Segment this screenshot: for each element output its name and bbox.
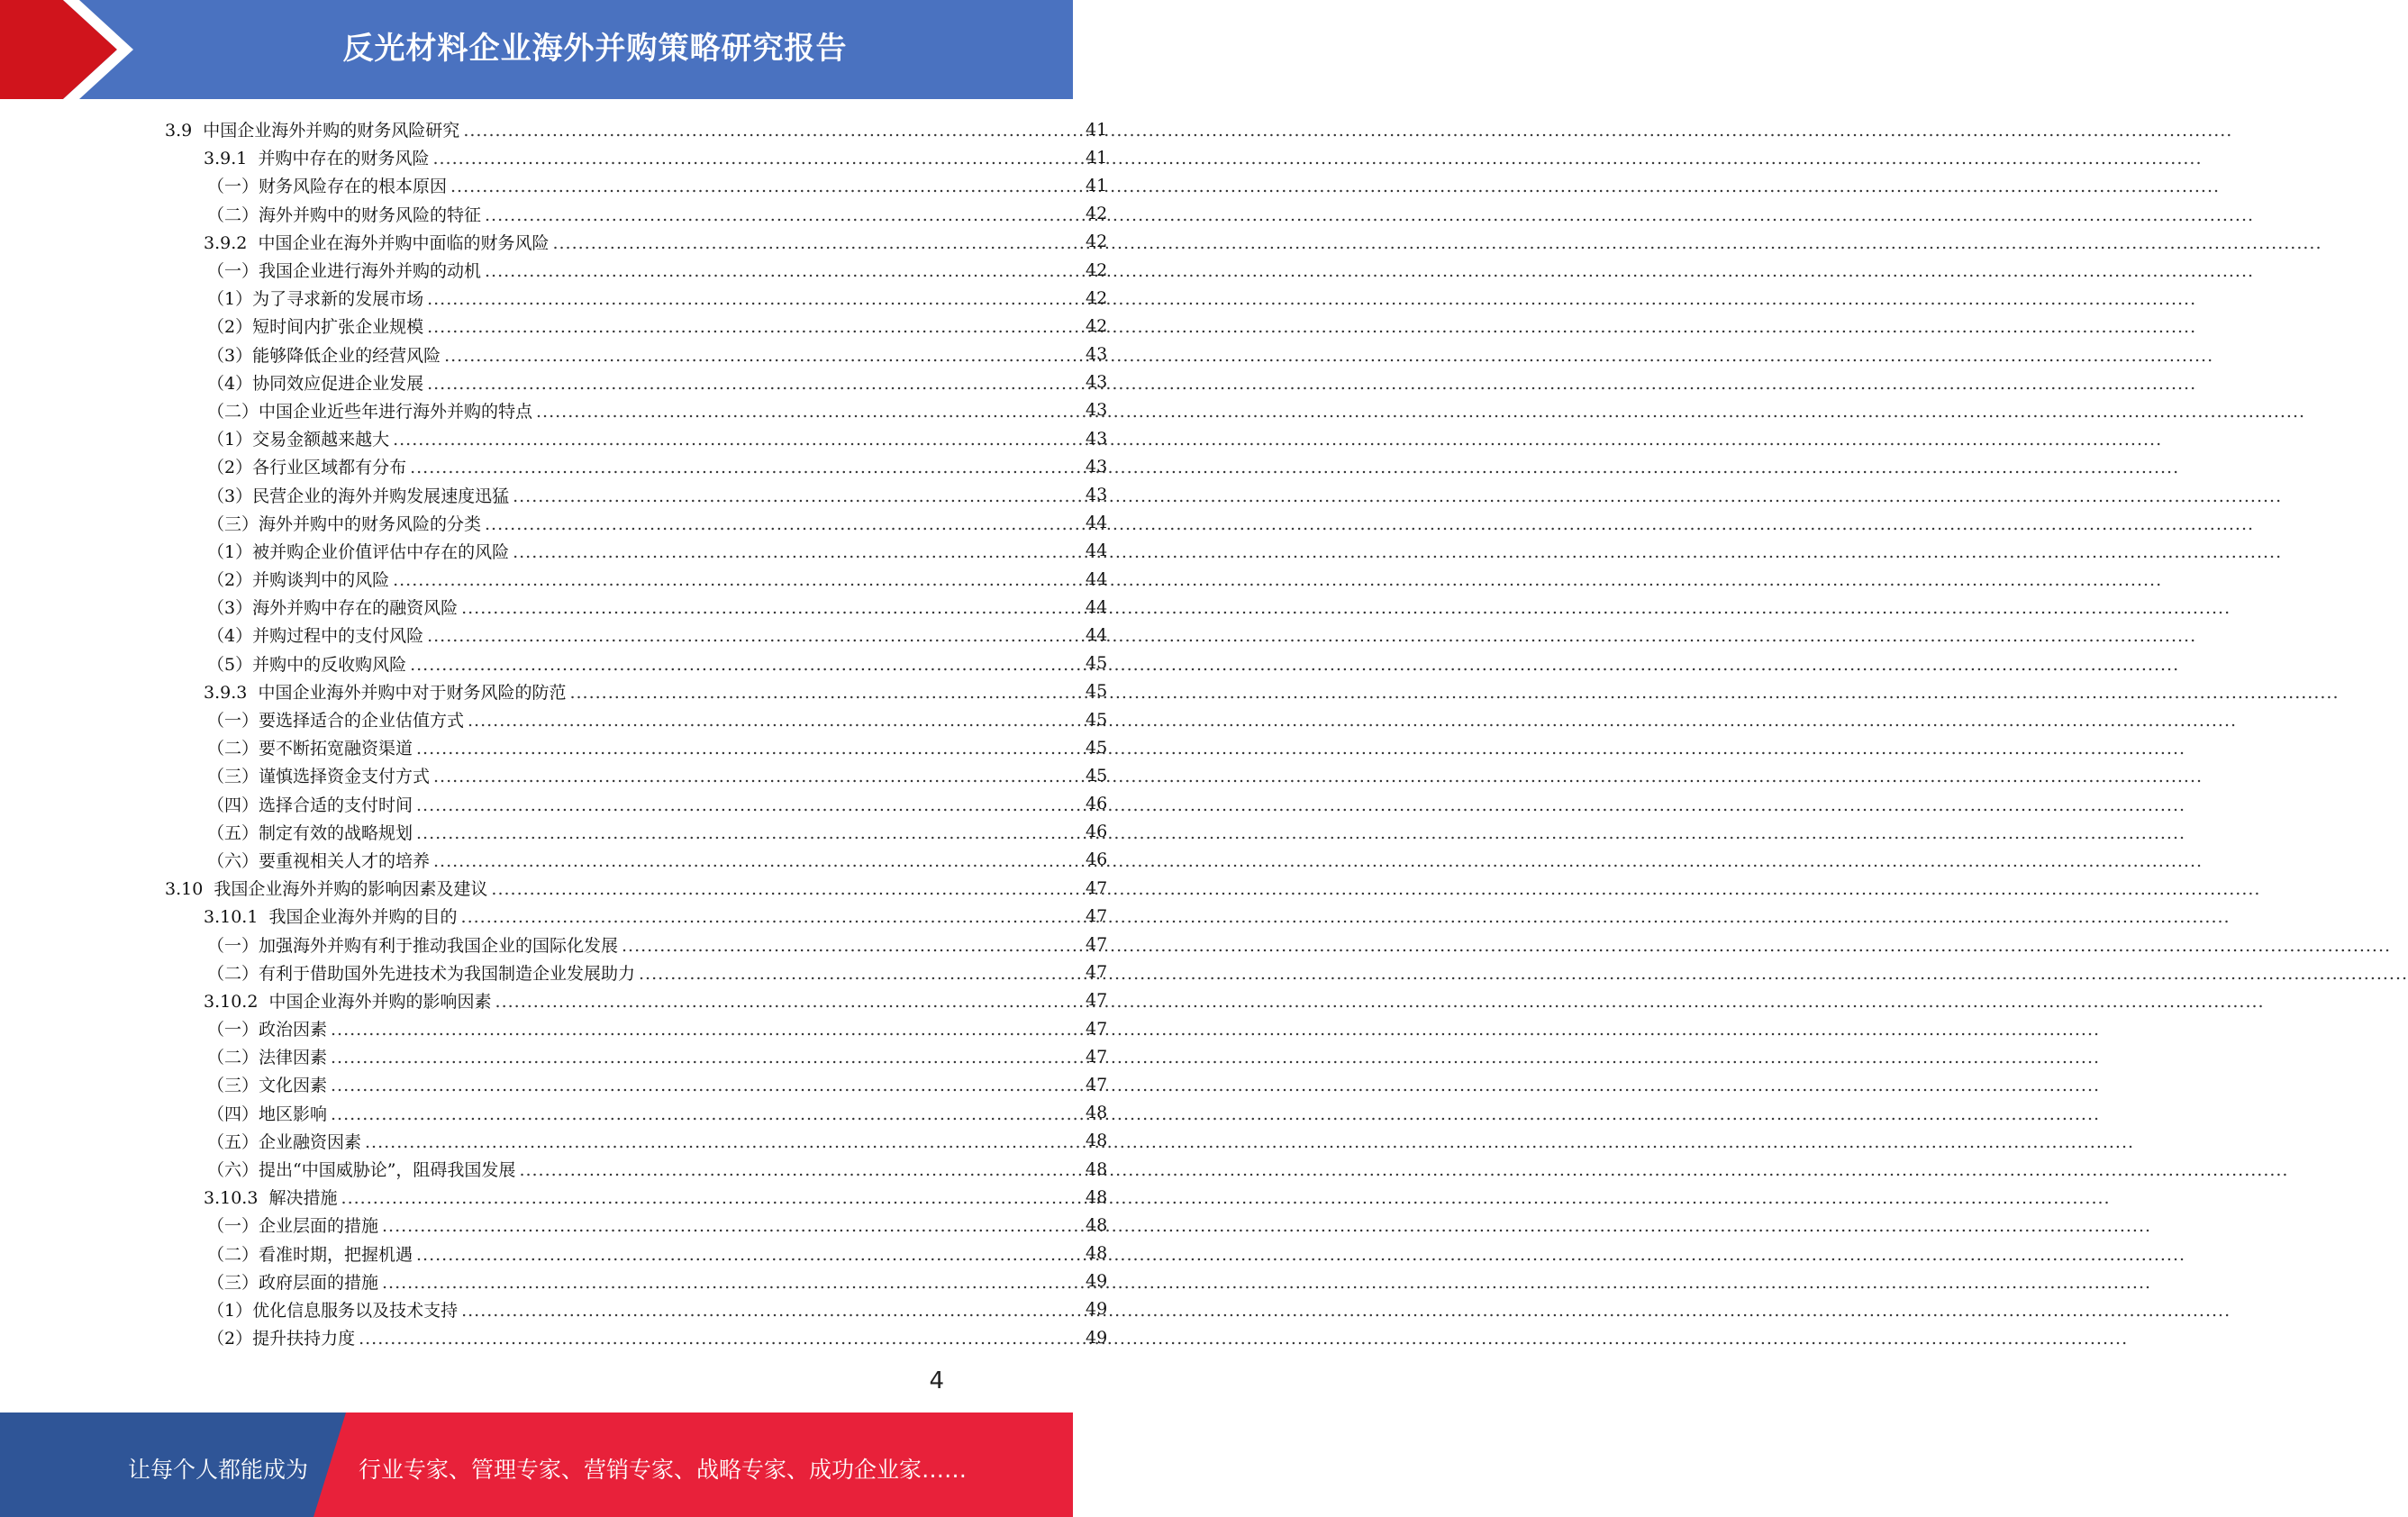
toc-page-number: 48 <box>1086 1103 1108 1123</box>
toc-entry-text <box>165 117 1086 141</box>
toc-entry-title: 解决措施 <box>268 1188 338 1209</box>
toc-entry-text <box>207 820 1086 844</box>
toc-dot-leader <box>552 233 2322 253</box>
toc-dot-leader <box>416 795 2185 815</box>
toc-entry[interactable] <box>0 1267 1107 1295</box>
toc-entry[interactable] <box>0 171 1107 199</box>
toc-entry-text <box>207 342 1086 367</box>
toc-entry-text <box>207 1269 1086 1294</box>
toc-entry[interactable] <box>0 649 1107 677</box>
toc-entry-title: （1）优化信息服务以及技术支持 <box>207 1300 459 1321</box>
toc-entry[interactable] <box>0 256 1107 284</box>
toc-entry-title: （二）海外并购中的财务风险的特征 <box>207 204 482 225</box>
toc-entry-title: （四）选择合适的支付时间 <box>207 795 413 815</box>
toc-section-number: 3.9 <box>165 121 204 141</box>
toc-entry-title: （2）各行业区域都有分布 <box>207 458 407 478</box>
toc-entry-title: （一）财务风险存在的根本原因 <box>207 177 448 197</box>
toc-page-number: 41 <box>1086 175 1108 195</box>
toc-page-number: 45 <box>1086 681 1108 702</box>
toc-page-number: 49 <box>1086 1327 1108 1348</box>
toc-entry-title: （六）提出“中国威胁论”，阻碍我国发展 <box>207 1160 516 1181</box>
toc-page-number: 44 <box>1086 624 1108 645</box>
toc-page-number: 47 <box>1086 990 1108 1011</box>
toc-entry-text <box>207 1129 1086 1153</box>
page-number: 4 <box>929 1367 944 1394</box>
toc-dot-leader <box>468 711 2237 731</box>
toc-page-number: 44 <box>1086 513 1108 533</box>
toc-entry-title: （三）文化因素 <box>207 1076 328 1096</box>
toc-entry[interactable] <box>0 480 1107 508</box>
toc-page-number: 42 <box>1086 232 1108 252</box>
toc-dot-leader <box>427 374 2196 394</box>
toc-entry-title: （二）看准时期，把握机遇 <box>207 1244 413 1265</box>
toc-entry-title: （1）为了寻求新的发展市场 <box>207 289 424 310</box>
toc-entry[interactable] <box>0 312 1107 340</box>
toc-entry-text <box>207 932 1086 957</box>
toc-entry[interactable] <box>0 1323 1107 1351</box>
toc-page-number: 42 <box>1086 287 1108 308</box>
toc-entry[interactable] <box>0 1183 1107 1211</box>
toc-dot-leader <box>485 514 2254 534</box>
toc-entry-title: （五）企业融资因素 <box>207 1131 362 1152</box>
toc-page-number: 43 <box>1086 344 1108 365</box>
toc-entry-text <box>204 904 1086 928</box>
toc-entry-title: （3）能够降低企业的经营风险 <box>207 345 441 366</box>
toc-page-number: 42 <box>1086 259 1108 280</box>
toc-page-number: 45 <box>1086 765 1108 786</box>
toc-entry[interactable] <box>0 677 1107 705</box>
toc-page-number: 48 <box>1086 1158 1108 1179</box>
toc-entry[interactable] <box>0 761 1107 789</box>
toc-dot-leader <box>427 626 2196 646</box>
toc-dot-leader <box>495 992 2265 1012</box>
toc-section-number: 3.9.1 <box>204 149 259 169</box>
toc-entry-title: （3）民营企业的海外并购发展速度迅猛 <box>207 486 510 506</box>
toc-page-number: 47 <box>1086 934 1108 955</box>
toc-entry-title: （一）我国企业进行海外并购的动机 <box>207 261 482 282</box>
toc-dot-leader <box>331 1020 2100 1040</box>
toc-entry[interactable] <box>0 1240 1107 1267</box>
toc-page-number: 47 <box>1086 1046 1108 1067</box>
toc-page-number: 46 <box>1086 822 1108 842</box>
toc-entry-text <box>204 679 1086 704</box>
toc-entry-text <box>207 1101 1086 1125</box>
toc-entry[interactable] <box>0 537 1107 565</box>
toc-entry[interactable] <box>0 1042 1107 1070</box>
toc-entry[interactable] <box>0 509 1107 537</box>
toc-entry-text <box>207 426 1086 450</box>
toc-dot-leader <box>427 289 2196 309</box>
toc-dot-leader <box>433 767 2203 786</box>
toc-dot-leader <box>416 739 2185 758</box>
toc-entry[interactable] <box>0 341 1107 368</box>
toc-entry-title: （4）并购过程中的支付风险 <box>207 626 424 647</box>
toc-entry[interactable] <box>0 986 1107 1014</box>
toc-dot-leader <box>410 655 2179 675</box>
toc-page-number: 43 <box>1086 372 1108 393</box>
toc-entry-text <box>207 202 1086 226</box>
toc-page-number: 41 <box>1086 147 1108 168</box>
toc-entry-title: 并购中存在的财务风险 <box>258 149 430 169</box>
toc-page-number: 44 <box>1086 596 1108 617</box>
toc-dot-leader <box>359 1329 2128 1349</box>
toc-entry-text <box>207 398 1086 422</box>
toc-dot-leader <box>393 430 2162 450</box>
toc-dot-leader <box>393 570 2162 590</box>
toc-entry-title: （2）提升扶持力度 <box>207 1329 356 1349</box>
toc-entry-title: （六）要重视相关人才的培养 <box>207 850 431 871</box>
toc-entry-text <box>207 539 1086 563</box>
toc-entry-title: （四）地区影响 <box>207 1104 328 1124</box>
toc-entry[interactable] <box>0 143 1107 171</box>
toc-entry-text <box>207 792 1086 816</box>
toc-entry-text <box>207 1157 1086 1181</box>
toc-entry[interactable] <box>0 874 1107 902</box>
toc-entry-title: （一）政治因素 <box>207 1020 328 1040</box>
toc-entry-text <box>207 173 1086 197</box>
toc-dot-leader <box>485 205 2254 225</box>
toc-dot-leader <box>513 486 2282 506</box>
toc-page-number: 41 <box>1086 119 1108 140</box>
toc-entry-title: （三）海外并购中的财务风险的分类 <box>207 513 482 534</box>
toc-entry[interactable] <box>0 284 1107 312</box>
toc-entry-text <box>207 483 1086 507</box>
toc-entry-title: （3）海外并购中存在的融资风险 <box>207 598 459 619</box>
toc-entry-text <box>204 988 1086 1013</box>
toc-dot-leader <box>433 851 2203 871</box>
toc-entry[interactable] <box>0 115 1107 143</box>
toc-entry-title: （一）加强海外并购有利于推动我国企业的国际化发展 <box>207 935 619 956</box>
toc-page-number: 42 <box>1086 204 1108 224</box>
toc-entry[interactable] <box>0 593 1107 621</box>
toc-dot-leader <box>461 598 2231 618</box>
toc-dot-leader <box>536 402 2305 422</box>
toc-dot-leader <box>432 149 2202 168</box>
toc-entry[interactable] <box>0 1211 1107 1239</box>
toc-page-number: 47 <box>1086 1074 1108 1095</box>
toc-section-number: 3.10.1 <box>204 907 269 928</box>
page-footer <box>0 1413 1073 1517</box>
toc-entry[interactable] <box>0 846 1107 874</box>
toc-page-number: 44 <box>1086 540 1108 561</box>
toc-entry-text <box>204 230 1086 254</box>
toc-entry[interactable] <box>0 790 1107 818</box>
toc-dot-leader <box>450 177 2220 196</box>
toc-entry-text <box>207 286 1086 310</box>
toc-dot-leader <box>382 1216 2151 1236</box>
toc-page-number: 47 <box>1086 962 1108 983</box>
toc-entry-text <box>207 651 1086 676</box>
toc-entry-text <box>207 567 1086 591</box>
toc-entry[interactable] <box>0 565 1107 593</box>
toc-entry-title: （三）谨慎选择资金支付方式 <box>207 767 431 787</box>
toc-entry-title: （二）有利于借助国外先进技术为我国制造企业发展助力 <box>207 963 636 984</box>
toc-entry[interactable] <box>0 733 1107 761</box>
toc-dot-leader <box>569 683 2339 703</box>
toc-dot-leader <box>463 121 2232 141</box>
toc-entry-text <box>207 1325 1086 1349</box>
toc-dot-leader <box>485 261 2254 281</box>
toc-entry[interactable] <box>0 1099 1107 1127</box>
toc-page-number: 43 <box>1086 400 1108 421</box>
toc-section-number: 3.9.2 <box>204 232 259 253</box>
toc-section-number: 3.10.2 <box>204 991 269 1012</box>
toc-dot-leader <box>461 907 2231 927</box>
toc-entry-title: （2）短时间内扩张企业规模 <box>207 317 424 338</box>
toc-entry-title: （五）制定有效的战略规划 <box>207 822 413 843</box>
toc-page-number: 46 <box>1086 849 1108 870</box>
toc-dot-leader <box>513 542 2282 562</box>
toc-entry-title: （2）并购谈判中的风险 <box>207 570 390 591</box>
toc-entry-text <box>207 595 1086 619</box>
toc-entry-title: （三）政府层面的措施 <box>207 1272 379 1293</box>
toc-entry-text <box>207 258 1086 282</box>
toc-section-number: 3.9.3 <box>204 682 259 703</box>
toc-entry[interactable] <box>0 958 1107 986</box>
toc-page-number: 43 <box>1086 485 1108 505</box>
report-title: 反光材料企业海外并购策略研究报告 <box>342 31 848 67</box>
toc-entry-text <box>207 1297 1086 1322</box>
toc-dot-leader <box>519 1160 2288 1180</box>
toc-dot-leader <box>331 1104 2100 1124</box>
table-of-contents <box>0 115 1108 1351</box>
toc-entry[interactable] <box>0 368 1107 396</box>
toc-entry-text <box>207 848 1086 872</box>
toc-entry[interactable] <box>0 621 1107 649</box>
header-arrow-graphic <box>0 0 144 99</box>
toc-entry-text <box>207 370 1086 395</box>
toc-page-number: 48 <box>1086 1186 1108 1207</box>
toc-dot-leader <box>461 1301 2231 1321</box>
toc-entry[interactable] <box>0 818 1107 846</box>
toc-entry-text <box>207 511 1086 535</box>
page-header <box>0 0 1073 99</box>
toc-entry-title: 我国企业海外并购的影响因素及建议 <box>214 879 488 900</box>
toc-entry-text <box>207 313 1086 338</box>
toc-dot-leader <box>331 1076 2100 1095</box>
toc-entry-title: 中国企业海外并购中对于财务风险的防范 <box>258 682 567 703</box>
toc-entry[interactable] <box>0 1014 1107 1042</box>
toc-entry-text <box>207 1072 1086 1096</box>
toc-page-number: 43 <box>1086 428 1108 449</box>
toc-entry-text <box>207 1213 1086 1237</box>
toc-entry-text <box>165 876 1086 900</box>
toc-entry-title: 中国企业海外并购的影响因素 <box>268 991 492 1012</box>
toc-entry-text <box>207 1016 1086 1040</box>
toc-entry[interactable] <box>0 452 1107 480</box>
toc-entry-text <box>207 960 1086 985</box>
toc-entry-text <box>207 622 1086 647</box>
toc-entry-text <box>204 1185 1086 1209</box>
toc-entry-title: （1）被并购企业价值评估中存在的风险 <box>207 541 510 562</box>
toc-entry-text <box>207 763 1086 787</box>
toc-entry-title: （二）法律因素 <box>207 1048 328 1068</box>
toc-entry-text <box>207 454 1086 478</box>
toc-entry-text <box>204 145 1086 169</box>
toc-entry-title: （1）交易金额越来越大 <box>207 430 390 450</box>
toc-page-number: 44 <box>1086 568 1108 589</box>
toc-page-number: 45 <box>1086 653 1108 674</box>
toc-section-number: 3.10.3 <box>204 1188 269 1209</box>
toc-entry[interactable] <box>0 396 1107 424</box>
toc-page-number: 47 <box>1086 905 1108 926</box>
toc-page-number: 43 <box>1086 456 1108 477</box>
toc-entry[interactable] <box>0 930 1107 958</box>
toc-entry[interactable] <box>0 200 1107 228</box>
toc-entry-title: 我国企业海外并购的目的 <box>268 907 458 928</box>
toc-dot-leader <box>427 317 2196 337</box>
toc-entry[interactable] <box>0 424 1107 452</box>
toc-entry-text <box>207 707 1086 731</box>
toc-dot-leader <box>639 964 2408 984</box>
toc-page-number: 42 <box>1086 315 1108 336</box>
toc-page-number: 46 <box>1086 794 1108 814</box>
toc-entry[interactable] <box>0 902 1107 930</box>
toc-entry-text <box>207 1044 1086 1068</box>
toc-page-number: 49 <box>1086 1271 1108 1292</box>
toc-entry-title: （二）中国企业近些年进行海外并购的特点 <box>207 401 533 422</box>
toc-dot-leader <box>491 879 2260 899</box>
toc-entry[interactable] <box>0 1070 1107 1098</box>
footer-slogan-right: 行业专家、管理专家、营销专家、战略专家、成功企业家…… <box>359 1457 968 1483</box>
toc-entry-title: （一）要选择适合的企业估值方式 <box>207 711 465 731</box>
toc-dot-leader <box>341 1188 2111 1208</box>
toc-dot-leader <box>416 1245 2185 1265</box>
toc-entry[interactable] <box>0 705 1107 733</box>
toc-entry-text <box>207 1241 1086 1266</box>
toc-page-number: 48 <box>1086 1243 1108 1264</box>
toc-dot-leader <box>331 1048 2100 1067</box>
toc-dot-leader <box>365 1132 2134 1152</box>
toc-entry-title: （二）要不断拓宽融资渠道 <box>207 739 413 759</box>
toc-entry[interactable] <box>0 228 1107 256</box>
toc-page-number: 45 <box>1086 737 1108 758</box>
toc-entry-title: （5）并购中的反收购风险 <box>207 654 407 675</box>
toc-entry-title: （4）协同效应促进企业发展 <box>207 373 424 394</box>
toc-dot-leader <box>410 458 2179 477</box>
toc-page-number: 48 <box>1086 1131 1108 1151</box>
toc-page-number: 47 <box>1086 877 1108 898</box>
toc-page-number: 48 <box>1086 1214 1108 1235</box>
toc-dot-leader <box>382 1273 2151 1293</box>
toc-page-number: 45 <box>1086 709 1108 730</box>
toc-page-number: 49 <box>1086 1299 1108 1320</box>
toc-dot-leader <box>622 936 2391 956</box>
toc-dot-leader <box>444 346 2213 366</box>
footer-slogan-left: 让每个人都能成为 <box>128 1457 309 1483</box>
toc-entry[interactable] <box>0 1295 1107 1323</box>
toc-section-number: 3.10 <box>165 879 214 900</box>
toc-entry-title: 中国企业在海外并购中面临的财务风险 <box>258 232 550 253</box>
toc-entry-text <box>207 735 1086 759</box>
toc-entry-title: （一）企业层面的措施 <box>207 1216 379 1237</box>
toc-entry[interactable] <box>0 1127 1107 1155</box>
toc-entry-title: 中国企业海外并购的财务风险研究 <box>203 121 460 141</box>
toc-entry[interactable] <box>0 1155 1107 1183</box>
toc-dot-leader <box>416 823 2185 843</box>
toc-page-number: 47 <box>1086 1018 1108 1039</box>
